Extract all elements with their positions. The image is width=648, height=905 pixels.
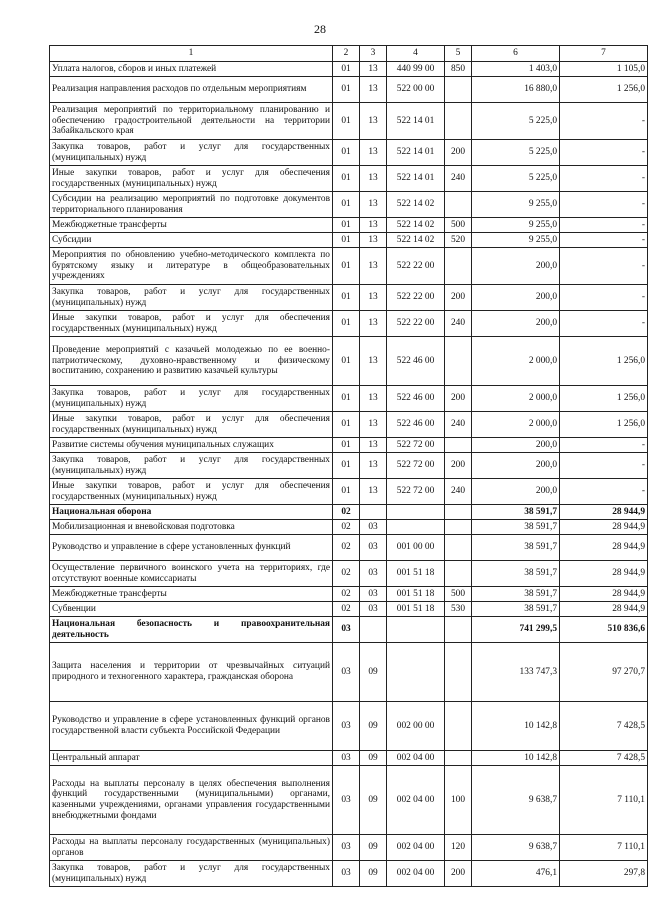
row-name-cell: Субвенции bbox=[50, 602, 333, 617]
amount-1-cell: 5 225,0 bbox=[472, 166, 560, 192]
amount-2-cell: 1 256,0 bbox=[560, 337, 648, 386]
amount-2-cell: 97 270,7 bbox=[560, 643, 648, 702]
row-name-cell: Иные закупки товаров, работ и услуг для обеспечения государственных (муниципальных) нужд bbox=[50, 412, 333, 438]
amount-2-cell: - bbox=[560, 479, 648, 505]
section-code-cell: 01 bbox=[333, 233, 360, 248]
target-article-cell: 522 72 00 bbox=[387, 479, 445, 505]
expense-type-cell: 530 bbox=[445, 602, 472, 617]
row-name-cell: Закупка товаров, работ и услуг для государственных (муниципальных) нужд bbox=[50, 285, 333, 311]
header-col-5: 5 bbox=[445, 46, 472, 62]
target-article-cell: 522 22 00 bbox=[387, 311, 445, 337]
section-code-cell: 01 bbox=[333, 453, 360, 479]
expense-type-cell: 850 bbox=[445, 62, 472, 77]
amount-1-cell: 10 142,8 bbox=[472, 751, 560, 766]
row-name-cell: Осуществление первичного воинского учета на территориях, где отсутствуют военные комиссариаты bbox=[50, 561, 333, 587]
row-name-cell: Национальная оборона bbox=[50, 505, 333, 520]
subsection-code-cell: 09 bbox=[360, 751, 387, 766]
table-row bbox=[50, 140, 648, 166]
amount-2-cell: - bbox=[560, 285, 648, 311]
row-name-cell: Уплата налогов, сборов и иных платежей bbox=[50, 62, 333, 77]
amount-1-cell: 2 000,0 bbox=[472, 386, 560, 412]
row-name-cell: Расходы на выплаты персоналу государственных (муниципальных) органов bbox=[50, 835, 333, 861]
expense-type-cell bbox=[445, 643, 472, 702]
section-code-cell: 03 bbox=[333, 643, 360, 702]
amount-1-cell: 1 403,0 bbox=[472, 62, 560, 77]
row-name-cell: Развитие системы обучения муниципальных служащих bbox=[50, 438, 333, 453]
expense-type-cell: 240 bbox=[445, 311, 472, 337]
amount-1-cell: 38 591,7 bbox=[472, 520, 560, 535]
subsection-code-cell: 13 bbox=[360, 103, 387, 140]
target-article-cell: 002 04 00 bbox=[387, 835, 445, 861]
amount-2-cell: 1 256,0 bbox=[560, 77, 648, 103]
expense-type-cell: 240 bbox=[445, 479, 472, 505]
section-code-cell: 01 bbox=[333, 412, 360, 438]
section-code-cell: 03 bbox=[333, 702, 360, 751]
expense-type-cell bbox=[445, 751, 472, 766]
target-article-cell: 002 04 00 bbox=[387, 861, 445, 887]
table-row bbox=[50, 535, 648, 561]
amount-2-cell: 7 110,1 bbox=[560, 766, 648, 835]
subsection-code-cell: 13 bbox=[360, 438, 387, 453]
table-row bbox=[50, 643, 648, 702]
expense-type-cell: 120 bbox=[445, 835, 472, 861]
amount-1-cell: 200,0 bbox=[472, 479, 560, 505]
target-article-cell: 002 04 00 bbox=[387, 766, 445, 835]
amount-2-cell: 7 110,1 bbox=[560, 835, 648, 861]
amount-1-cell: 2 000,0 bbox=[472, 412, 560, 438]
subsection-code-cell: 13 bbox=[360, 233, 387, 248]
amount-1-cell: 476,1 bbox=[472, 861, 560, 887]
target-article-cell: 522 14 01 bbox=[387, 166, 445, 192]
amount-2-cell: - bbox=[560, 248, 648, 285]
expense-type-cell: 500 bbox=[445, 587, 472, 602]
row-name-cell: Закупка товаров, работ и услуг для государственных (муниципальных) нужд bbox=[50, 140, 333, 166]
amount-1-cell: 16 880,0 bbox=[472, 77, 560, 103]
section-code-cell: 01 bbox=[333, 311, 360, 337]
table-row bbox=[50, 248, 648, 285]
expense-type-cell: 200 bbox=[445, 453, 472, 479]
table-row bbox=[50, 77, 648, 103]
expense-type-cell bbox=[445, 520, 472, 535]
subsection-code-cell: 13 bbox=[360, 479, 387, 505]
target-article-cell: 522 14 02 bbox=[387, 192, 445, 218]
amount-1-cell: 9 255,0 bbox=[472, 218, 560, 233]
amount-2-cell: - bbox=[560, 438, 648, 453]
amount-1-cell: 10 142,8 bbox=[472, 702, 560, 751]
row-name-cell: Руководство и управление в сфере установленных функций bbox=[50, 535, 333, 561]
target-article-cell bbox=[387, 617, 445, 643]
amount-1-cell: 2 000,0 bbox=[472, 337, 560, 386]
target-article-cell: 522 22 00 bbox=[387, 285, 445, 311]
subsection-code-cell: 13 bbox=[360, 386, 387, 412]
row-name-cell: Реализация направления расходов по отдельным мероприятиям bbox=[50, 77, 333, 103]
header-col-3: 3 bbox=[360, 46, 387, 62]
section-code-cell: 01 bbox=[333, 192, 360, 218]
target-article-cell: 522 14 01 bbox=[387, 103, 445, 140]
subsection-code-cell: 03 bbox=[360, 535, 387, 561]
header-col-2: 2 bbox=[333, 46, 360, 62]
target-article-cell: 002 04 00 bbox=[387, 751, 445, 766]
amount-1-cell: 741 299,5 bbox=[472, 617, 560, 643]
section-code-cell: 01 bbox=[333, 337, 360, 386]
expense-type-cell bbox=[445, 702, 472, 751]
amount-2-cell: 28 944,9 bbox=[560, 587, 648, 602]
row-name-cell: Субсидии bbox=[50, 233, 333, 248]
row-name-cell: Межбюджетные трансферты bbox=[50, 587, 333, 602]
expense-type-cell: 200 bbox=[445, 386, 472, 412]
subsection-code-cell: 03 bbox=[360, 520, 387, 535]
row-name-cell: Иные закупки товаров, работ и услуг для обеспечения государственных (муниципальных) нужд bbox=[50, 166, 333, 192]
subsection-code-cell: 13 bbox=[360, 412, 387, 438]
subsection-code-cell: 03 bbox=[360, 561, 387, 587]
table-row bbox=[50, 835, 648, 861]
table-row bbox=[50, 751, 648, 766]
amount-1-cell: 200,0 bbox=[472, 438, 560, 453]
subsection-code-cell: 09 bbox=[360, 702, 387, 751]
expense-type-cell bbox=[445, 77, 472, 103]
subsection-code-cell: 03 bbox=[360, 587, 387, 602]
row-name-cell: Субсидии на реализацию мероприятий по подготовке документов территориального планирования bbox=[50, 192, 333, 218]
section-code-cell: 01 bbox=[333, 77, 360, 103]
table-row bbox=[50, 311, 648, 337]
table-row bbox=[50, 479, 648, 505]
amount-1-cell: 133 747,3 bbox=[472, 643, 560, 702]
amount-1-cell: 200,0 bbox=[472, 248, 560, 285]
expense-type-cell bbox=[445, 438, 472, 453]
table-row bbox=[50, 233, 648, 248]
amount-2-cell: - bbox=[560, 140, 648, 166]
row-name-cell: Расходы на выплаты персоналу в целях обеспечения выполнения функций государственными (муниципальными) органами, казенными учреждениями, органами управления государственными внебюджетными фондами bbox=[50, 766, 333, 835]
table-row bbox=[50, 505, 648, 520]
subsection-code-cell bbox=[360, 617, 387, 643]
amount-2-cell: - bbox=[560, 233, 648, 248]
table-header-row bbox=[50, 46, 648, 62]
table-row bbox=[50, 702, 648, 751]
amount-1-cell: 38 591,7 bbox=[472, 505, 560, 520]
header-col-7: 7 bbox=[560, 46, 648, 62]
table-row bbox=[50, 412, 648, 438]
amount-1-cell: 5 225,0 bbox=[472, 140, 560, 166]
target-article-cell bbox=[387, 505, 445, 520]
amount-2-cell: - bbox=[560, 166, 648, 192]
subsection-code-cell: 13 bbox=[360, 248, 387, 285]
target-article-cell: 522 46 00 bbox=[387, 337, 445, 386]
table-row bbox=[50, 192, 648, 218]
target-article-cell: 001 51 18 bbox=[387, 587, 445, 602]
table-row bbox=[50, 602, 648, 617]
section-code-cell: 01 bbox=[333, 62, 360, 77]
amount-1-cell: 200,0 bbox=[472, 285, 560, 311]
section-code-cell: 02 bbox=[333, 561, 360, 587]
section-code-cell: 01 bbox=[333, 479, 360, 505]
section-code-cell: 01 bbox=[333, 438, 360, 453]
amount-2-cell: 510 836,6 bbox=[560, 617, 648, 643]
target-article-cell: 440 99 00 bbox=[387, 62, 445, 77]
target-article-cell: 522 14 02 bbox=[387, 233, 445, 248]
subsection-code-cell: 13 bbox=[360, 77, 387, 103]
amount-2-cell: - bbox=[560, 453, 648, 479]
amount-1-cell: 38 591,7 bbox=[472, 535, 560, 561]
row-name-cell: Иные закупки товаров, работ и услуг для обеспечения государственных (муниципальных) нужд bbox=[50, 311, 333, 337]
amount-1-cell: 9 255,0 bbox=[472, 192, 560, 218]
row-name-cell: Мероприятия по обновлению учебно-методического комплекта по бурятскому языку и литературе в общеобразовательных учреждениях bbox=[50, 248, 333, 285]
subsection-code-cell: 09 bbox=[360, 835, 387, 861]
table-row bbox=[50, 103, 648, 140]
target-article-cell: 522 46 00 bbox=[387, 386, 445, 412]
row-name-cell: Национальная безопасность и правоохранительная деятельность bbox=[50, 617, 333, 643]
subsection-code-cell: 09 bbox=[360, 766, 387, 835]
section-code-cell: 01 bbox=[333, 285, 360, 311]
section-code-cell: 02 bbox=[333, 602, 360, 617]
amount-1-cell: 38 591,7 bbox=[472, 602, 560, 617]
amount-1-cell: 200,0 bbox=[472, 311, 560, 337]
row-name-cell: Иные закупки товаров, работ и услуг для обеспечения государственных (муниципальных) нужд bbox=[50, 479, 333, 505]
subsection-code-cell: 03 bbox=[360, 602, 387, 617]
expense-type-cell bbox=[445, 561, 472, 587]
budget-table bbox=[49, 45, 648, 887]
amount-1-cell: 38 591,7 bbox=[472, 561, 560, 587]
target-article-cell: 522 00 00 bbox=[387, 77, 445, 103]
header-col-1: 1 bbox=[50, 46, 333, 62]
subsection-code-cell: 13 bbox=[360, 285, 387, 311]
header-col-4: 4 bbox=[387, 46, 445, 62]
table-row bbox=[50, 337, 648, 386]
section-code-cell: 03 bbox=[333, 861, 360, 887]
subsection-code-cell: 13 bbox=[360, 140, 387, 166]
row-name-cell: Центральный аппарат bbox=[50, 751, 333, 766]
expense-type-cell: 200 bbox=[445, 140, 472, 166]
amount-2-cell: 28 944,9 bbox=[560, 520, 648, 535]
table-row bbox=[50, 561, 648, 587]
expense-type-cell bbox=[445, 505, 472, 520]
expense-type-cell: 200 bbox=[445, 285, 472, 311]
amount-2-cell: 28 944,9 bbox=[560, 505, 648, 520]
subsection-code-cell: 13 bbox=[360, 311, 387, 337]
amount-2-cell: - bbox=[560, 192, 648, 218]
section-code-cell: 01 bbox=[333, 166, 360, 192]
expense-type-cell bbox=[445, 248, 472, 285]
target-article-cell: 522 46 00 bbox=[387, 412, 445, 438]
target-article-cell: 522 22 00 bbox=[387, 248, 445, 285]
header-col-6: 6 bbox=[472, 46, 560, 62]
section-code-cell: 01 bbox=[333, 140, 360, 166]
subsection-code-cell: 13 bbox=[360, 337, 387, 386]
section-code-cell: 01 bbox=[333, 218, 360, 233]
amount-2-cell: 28 944,9 bbox=[560, 535, 648, 561]
subsection-code-cell: 09 bbox=[360, 643, 387, 702]
expense-type-cell bbox=[445, 617, 472, 643]
section-code-cell: 03 bbox=[333, 617, 360, 643]
subsection-code-cell: 13 bbox=[360, 166, 387, 192]
table-row bbox=[50, 438, 648, 453]
row-name-cell: Закупка товаров, работ и услуг для государственных (муниципальных) нужд bbox=[50, 453, 333, 479]
target-article-cell: 522 72 00 bbox=[387, 453, 445, 479]
expense-type-cell: 520 bbox=[445, 233, 472, 248]
amount-1-cell: 5 225,0 bbox=[472, 103, 560, 140]
target-article-cell: 001 51 18 bbox=[387, 561, 445, 587]
target-article-cell: 522 72 00 bbox=[387, 438, 445, 453]
table-row bbox=[50, 285, 648, 311]
row-name-cell: Проведение мероприятий с казачьей молодежью по ее военно-патриотическому, духовно-нравственному и физическому воспитанию, сохранению и развитию казачьей культуры bbox=[50, 337, 333, 386]
target-article-cell: 522 14 02 bbox=[387, 218, 445, 233]
table-row bbox=[50, 861, 648, 887]
amount-2-cell: - bbox=[560, 103, 648, 140]
row-name-cell: Руководство и управление в сфере установленных функций органов государственной власти субъекта Российской Федерации bbox=[50, 702, 333, 751]
table-row bbox=[50, 587, 648, 602]
subsection-code-cell: 13 bbox=[360, 453, 387, 479]
row-name-cell: Закупка товаров, работ и услуг для государственных (муниципальных) нужд bbox=[50, 861, 333, 887]
table-row bbox=[50, 453, 648, 479]
amount-1-cell: 38 591,7 bbox=[472, 587, 560, 602]
table-row bbox=[50, 218, 648, 233]
expense-type-cell: 200 bbox=[445, 861, 472, 887]
subsection-code-cell: 13 bbox=[360, 192, 387, 218]
expense-type-cell: 100 bbox=[445, 766, 472, 835]
section-code-cell: 02 bbox=[333, 505, 360, 520]
row-name-cell: Закупка товаров, работ и услуг для государственных (муниципальных) нужд bbox=[50, 386, 333, 412]
table-row bbox=[50, 386, 648, 412]
subsection-code-cell: 13 bbox=[360, 218, 387, 233]
expense-type-cell: 240 bbox=[445, 412, 472, 438]
amount-2-cell: 297,8 bbox=[560, 861, 648, 887]
target-article-cell: 001 51 18 bbox=[387, 602, 445, 617]
expense-type-cell: 500 bbox=[445, 218, 472, 233]
expense-type-cell bbox=[445, 192, 472, 218]
amount-2-cell: 7 428,5 bbox=[560, 702, 648, 751]
amount-2-cell: 1 256,0 bbox=[560, 386, 648, 412]
section-code-cell: 03 bbox=[333, 835, 360, 861]
section-code-cell: 03 bbox=[333, 751, 360, 766]
row-name-cell: Защита населения и территории от чрезвычайных ситуаций природного и техногенного характера, гражданская оборона bbox=[50, 643, 333, 702]
target-article-cell bbox=[387, 643, 445, 702]
target-article-cell: 002 00 00 bbox=[387, 702, 445, 751]
target-article-cell: 522 14 01 bbox=[387, 140, 445, 166]
expense-type-cell bbox=[445, 535, 472, 561]
subsection-code-cell bbox=[360, 505, 387, 520]
target-article-cell: 001 00 00 bbox=[387, 535, 445, 561]
section-code-cell: 02 bbox=[333, 535, 360, 561]
row-name-cell: Реализация мероприятий по территориальному планированию и обеспечению градостроительной деятельности на территории Забайкальского края bbox=[50, 103, 333, 140]
subsection-code-cell: 09 bbox=[360, 861, 387, 887]
table-row bbox=[50, 766, 648, 835]
section-code-cell: 01 bbox=[333, 386, 360, 412]
amount-1-cell: 9 255,0 bbox=[472, 233, 560, 248]
table-row bbox=[50, 520, 648, 535]
table-row bbox=[50, 166, 648, 192]
amount-2-cell: - bbox=[560, 311, 648, 337]
expense-type-cell bbox=[445, 103, 472, 140]
section-code-cell: 02 bbox=[333, 587, 360, 602]
amount-1-cell: 9 638,7 bbox=[472, 835, 560, 861]
amount-2-cell: 1 256,0 bbox=[560, 412, 648, 438]
section-code-cell: 01 bbox=[333, 103, 360, 140]
subsection-code-cell: 13 bbox=[360, 62, 387, 77]
table-row bbox=[50, 62, 648, 77]
amount-2-cell: - bbox=[560, 218, 648, 233]
row-name-cell: Межбюджетные трансферты bbox=[50, 218, 333, 233]
row-name-cell: Мобилизационная и вневойсковая подготовка bbox=[50, 520, 333, 535]
amount-2-cell: 1 105,0 bbox=[560, 62, 648, 77]
amount-1-cell: 9 638,7 bbox=[472, 766, 560, 835]
amount-1-cell: 200,0 bbox=[472, 453, 560, 479]
section-code-cell: 01 bbox=[333, 248, 360, 285]
expense-type-cell: 240 bbox=[445, 166, 472, 192]
amount-2-cell: 28 944,9 bbox=[560, 602, 648, 617]
section-code-cell: 03 bbox=[333, 766, 360, 835]
section-code-cell: 02 bbox=[333, 520, 360, 535]
amount-2-cell: 28 944,9 bbox=[560, 561, 648, 587]
table-row bbox=[50, 617, 648, 643]
amount-2-cell: 7 428,5 bbox=[560, 751, 648, 766]
target-article-cell bbox=[387, 520, 445, 535]
page-number: 28 bbox=[314, 22, 326, 36]
expense-type-cell bbox=[445, 337, 472, 386]
